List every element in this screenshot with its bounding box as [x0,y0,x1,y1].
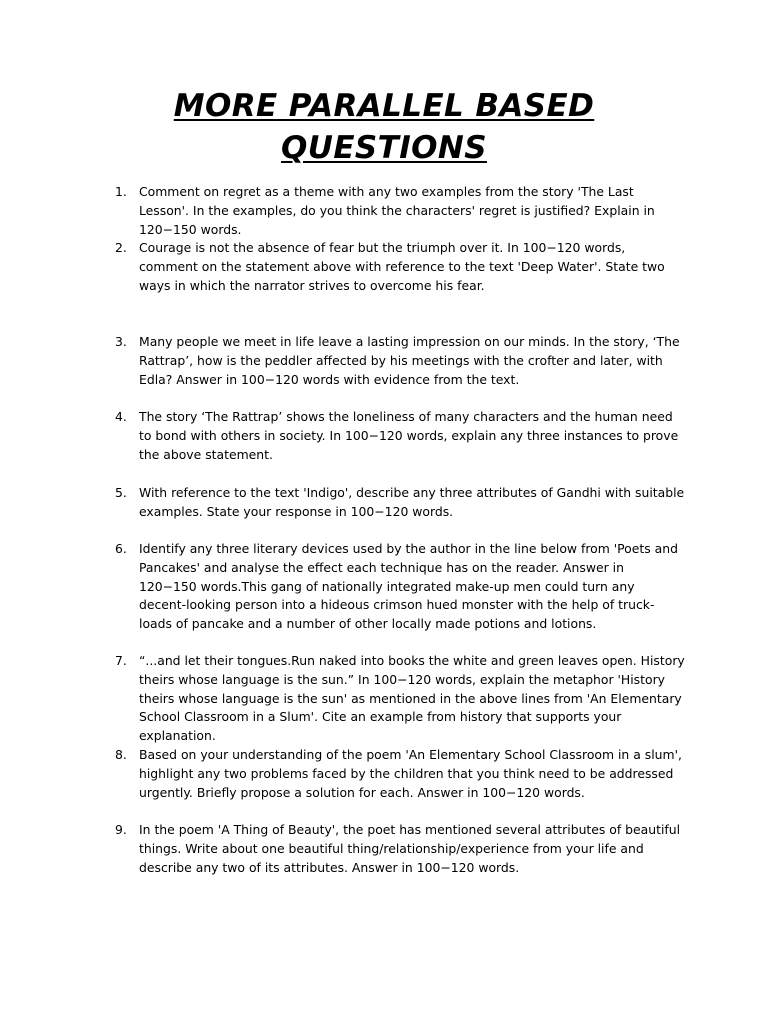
question-item-1 [115,183,685,239]
question-text: Courage is not the absence of fear but the triumph over it. In 100−120 words, comment on the statement above with reference to the text 'Deep Water'. State two ways in which the narrator strives to overcome his fear. [139,240,665,293]
question-text: Comment on regret as a theme with any two examples from the story 'The Last Lesson'. In the examples, do you think the characters' regret is justified? Explain in 120−150 words. [139,184,655,237]
question-number: 7. [115,653,127,668]
question-item-5 [115,484,685,522]
question-number: 6. [115,541,127,556]
question-text: Based on your understanding of the poem 'An Elementary School Classroom in a slum', highlight any two problems faced by the children that you think need to be addressed urgently. Briefly propose a solution for each. Answer in 100−120 words. [139,747,682,800]
question-number: 5. [115,485,127,500]
question-text: Identify any three literary devices used by the author in the line below from 'Poets and Pancakes' and analyse the effect each technique has on the reader. Answer in 120−150 words.This gang of nationally integrated make-up men could turn any decent-looking person into a hideous crimson hued monster with the help of truck-loads of pancake and a number of other locally made potions and lotions. [139,541,678,632]
question-text: Many people we meet in life leave a lasting impression on our minds. In the story, ‘The Rattrap’, how is the peddler affected by his meetings with the crofter and later, with Edla? Answer in 100−120 words with evidence from the text. [139,334,680,387]
question-item-8 [115,746,685,802]
question-item-2 [115,239,685,295]
question-number: 4. [115,409,127,424]
page-title-line-1: MORE PARALLEL BASED [173,88,595,124]
question-number: 1. [115,184,127,199]
question-number: 2. [115,240,127,255]
question-text: The story ‘The Rattrap’ shows the loneliness of many characters and the human need to bond with others in society. In 100−120 words, explain any three instances to prove the above statement. [139,409,679,462]
question-item-6 [115,540,685,634]
question-number: 8. [115,747,127,762]
question-item-3 [115,333,685,389]
question-item-4 [115,408,685,464]
question-number: 3. [115,334,127,349]
question-text: In the poem 'A Thing of Beauty', the poet has mentioned several attributes of beautiful things. Write about one beautiful thing/relationship/experience from your life and describe any two of its attributes. Answer in 100−120 words. [139,822,681,875]
page-title-line-2: QUESTIONS [281,130,487,166]
question-text: “...and let their tongues.Run naked into books the white and green leaves open. History theirs whose language is the sun.” In 100−120 words, explain the metaphor 'History theirs whose language is the sun' as mentioned in the above lines from 'An Elementary School Classroom in a Slum'. Cite an example from history that supports your explanation. [139,653,685,744]
question-number: 9. [115,822,127,837]
question-item-7 [115,652,685,746]
question-text: With reference to the text 'Indigo', describe any three attributes of Gandhi with suitable examples. State your response in 100−120 words. [139,485,685,519]
question-item-9 [115,821,685,877]
